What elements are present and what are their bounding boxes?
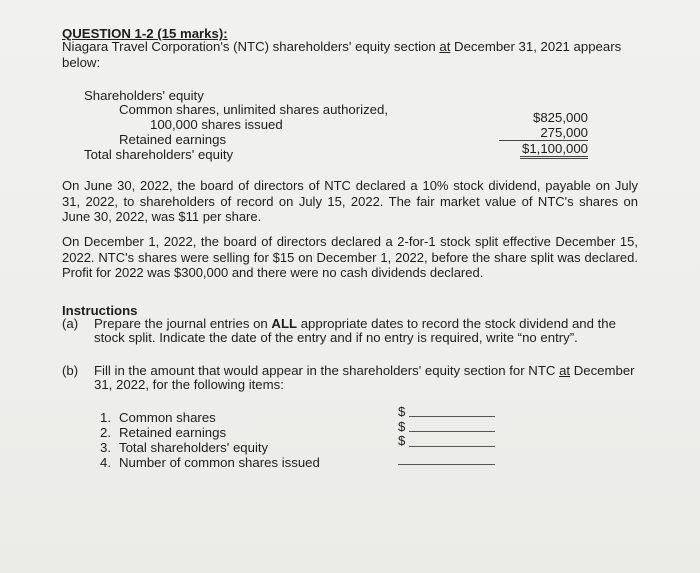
item-3-label: Total shareholders' equity — [119, 440, 269, 455]
total-double-rule-2 — [520, 158, 588, 159]
equity-heading: Shareholders' equity — [84, 88, 204, 103]
intro-at: at — [439, 39, 451, 54]
item-2-currency: $ — [398, 419, 406, 434]
retained-earnings-amount: 275,000 — [540, 125, 588, 140]
item-2-number: 2. — [100, 425, 111, 440]
item-3-number: 3. — [100, 440, 111, 455]
stock-split-paragraph: On December 1, 2022, the board of directors declared a 2-for-1 stock split effective December 15, 2022. NTC's shares were selling for $15 on December 1, 2022, before the share split was declared. Profit for 2022 was $300,000 and there were no cash dividends declared. — [62, 234, 638, 280]
item-4-number: 4. — [100, 455, 111, 470]
item-2-label: Retained earnings — [119, 425, 227, 440]
part-b-label: (b) — [62, 363, 79, 378]
part-a-text-b: appropriate dates to record the stock dividend and the — [297, 316, 616, 331]
part-b-text-b: December — [570, 363, 635, 378]
total-double-rule-1 — [520, 156, 588, 157]
part-a-all: ALL — [271, 316, 298, 331]
retained-earnings-label: Retained earnings — [119, 132, 227, 147]
part-a-line-2: stock split. Indicate the date of the entry and if no entry is required, write “no entry”. — [94, 330, 578, 345]
item-3-currency: $ — [398, 433, 406, 448]
instructions-heading: Instructions — [62, 303, 138, 318]
common-shares-amount: $825,000 — [532, 110, 588, 125]
common-shares-line-1: Common shares, unlimited shares authorized, — [119, 102, 389, 117]
item-2-answer-blank[interactable] — [409, 431, 495, 432]
intro-text-b: December 31, 2021 appears — [450, 39, 622, 54]
stock-dividend-paragraph: On June 30, 2022, the board of directors of NTC declared a 10% stock dividend, payable on July 31, 2022, to shareholders of record on July 15, 2022. The fair market value of NTC's shares on June 30, 2022, was $11 per share. — [62, 178, 638, 224]
part-b-at: at — [559, 363, 571, 378]
intro-text-a: Niagara Travel Corporation's (NTC) shareholders' equity section — [62, 39, 440, 54]
item-3-answer-blank[interactable] — [409, 446, 495, 447]
intro-line-2: below: — [62, 55, 101, 70]
common-shares-line-2: 100,000 shares issued — [150, 117, 283, 132]
part-b-text-a: Fill in the amount that would appear in the shareholders' equity section for NTC — [94, 363, 560, 378]
item-1-number: 1. — [100, 410, 111, 425]
total-equity-amount: $1,100,000 — [521, 141, 588, 156]
part-a-text-a: Prepare the journal entries on — [94, 316, 272, 331]
item-1-label: Common shares — [119, 410, 216, 425]
question-title: QUESTION 1-2 (15 marks): — [62, 26, 228, 41]
item-4-answer-blank[interactable] — [398, 464, 495, 465]
item-4-label: Number of common shares issued — [119, 455, 320, 470]
item-1-currency: $ — [398, 404, 406, 419]
part-a-label: (a) — [62, 316, 79, 331]
intro-line-1 — [62, 39, 621, 55]
total-equity-label: Total shareholders' equity — [84, 147, 234, 162]
item-1-answer-blank[interactable] — [409, 416, 495, 417]
part-b-line-2: 31, 2022, for the following items: — [94, 377, 284, 392]
